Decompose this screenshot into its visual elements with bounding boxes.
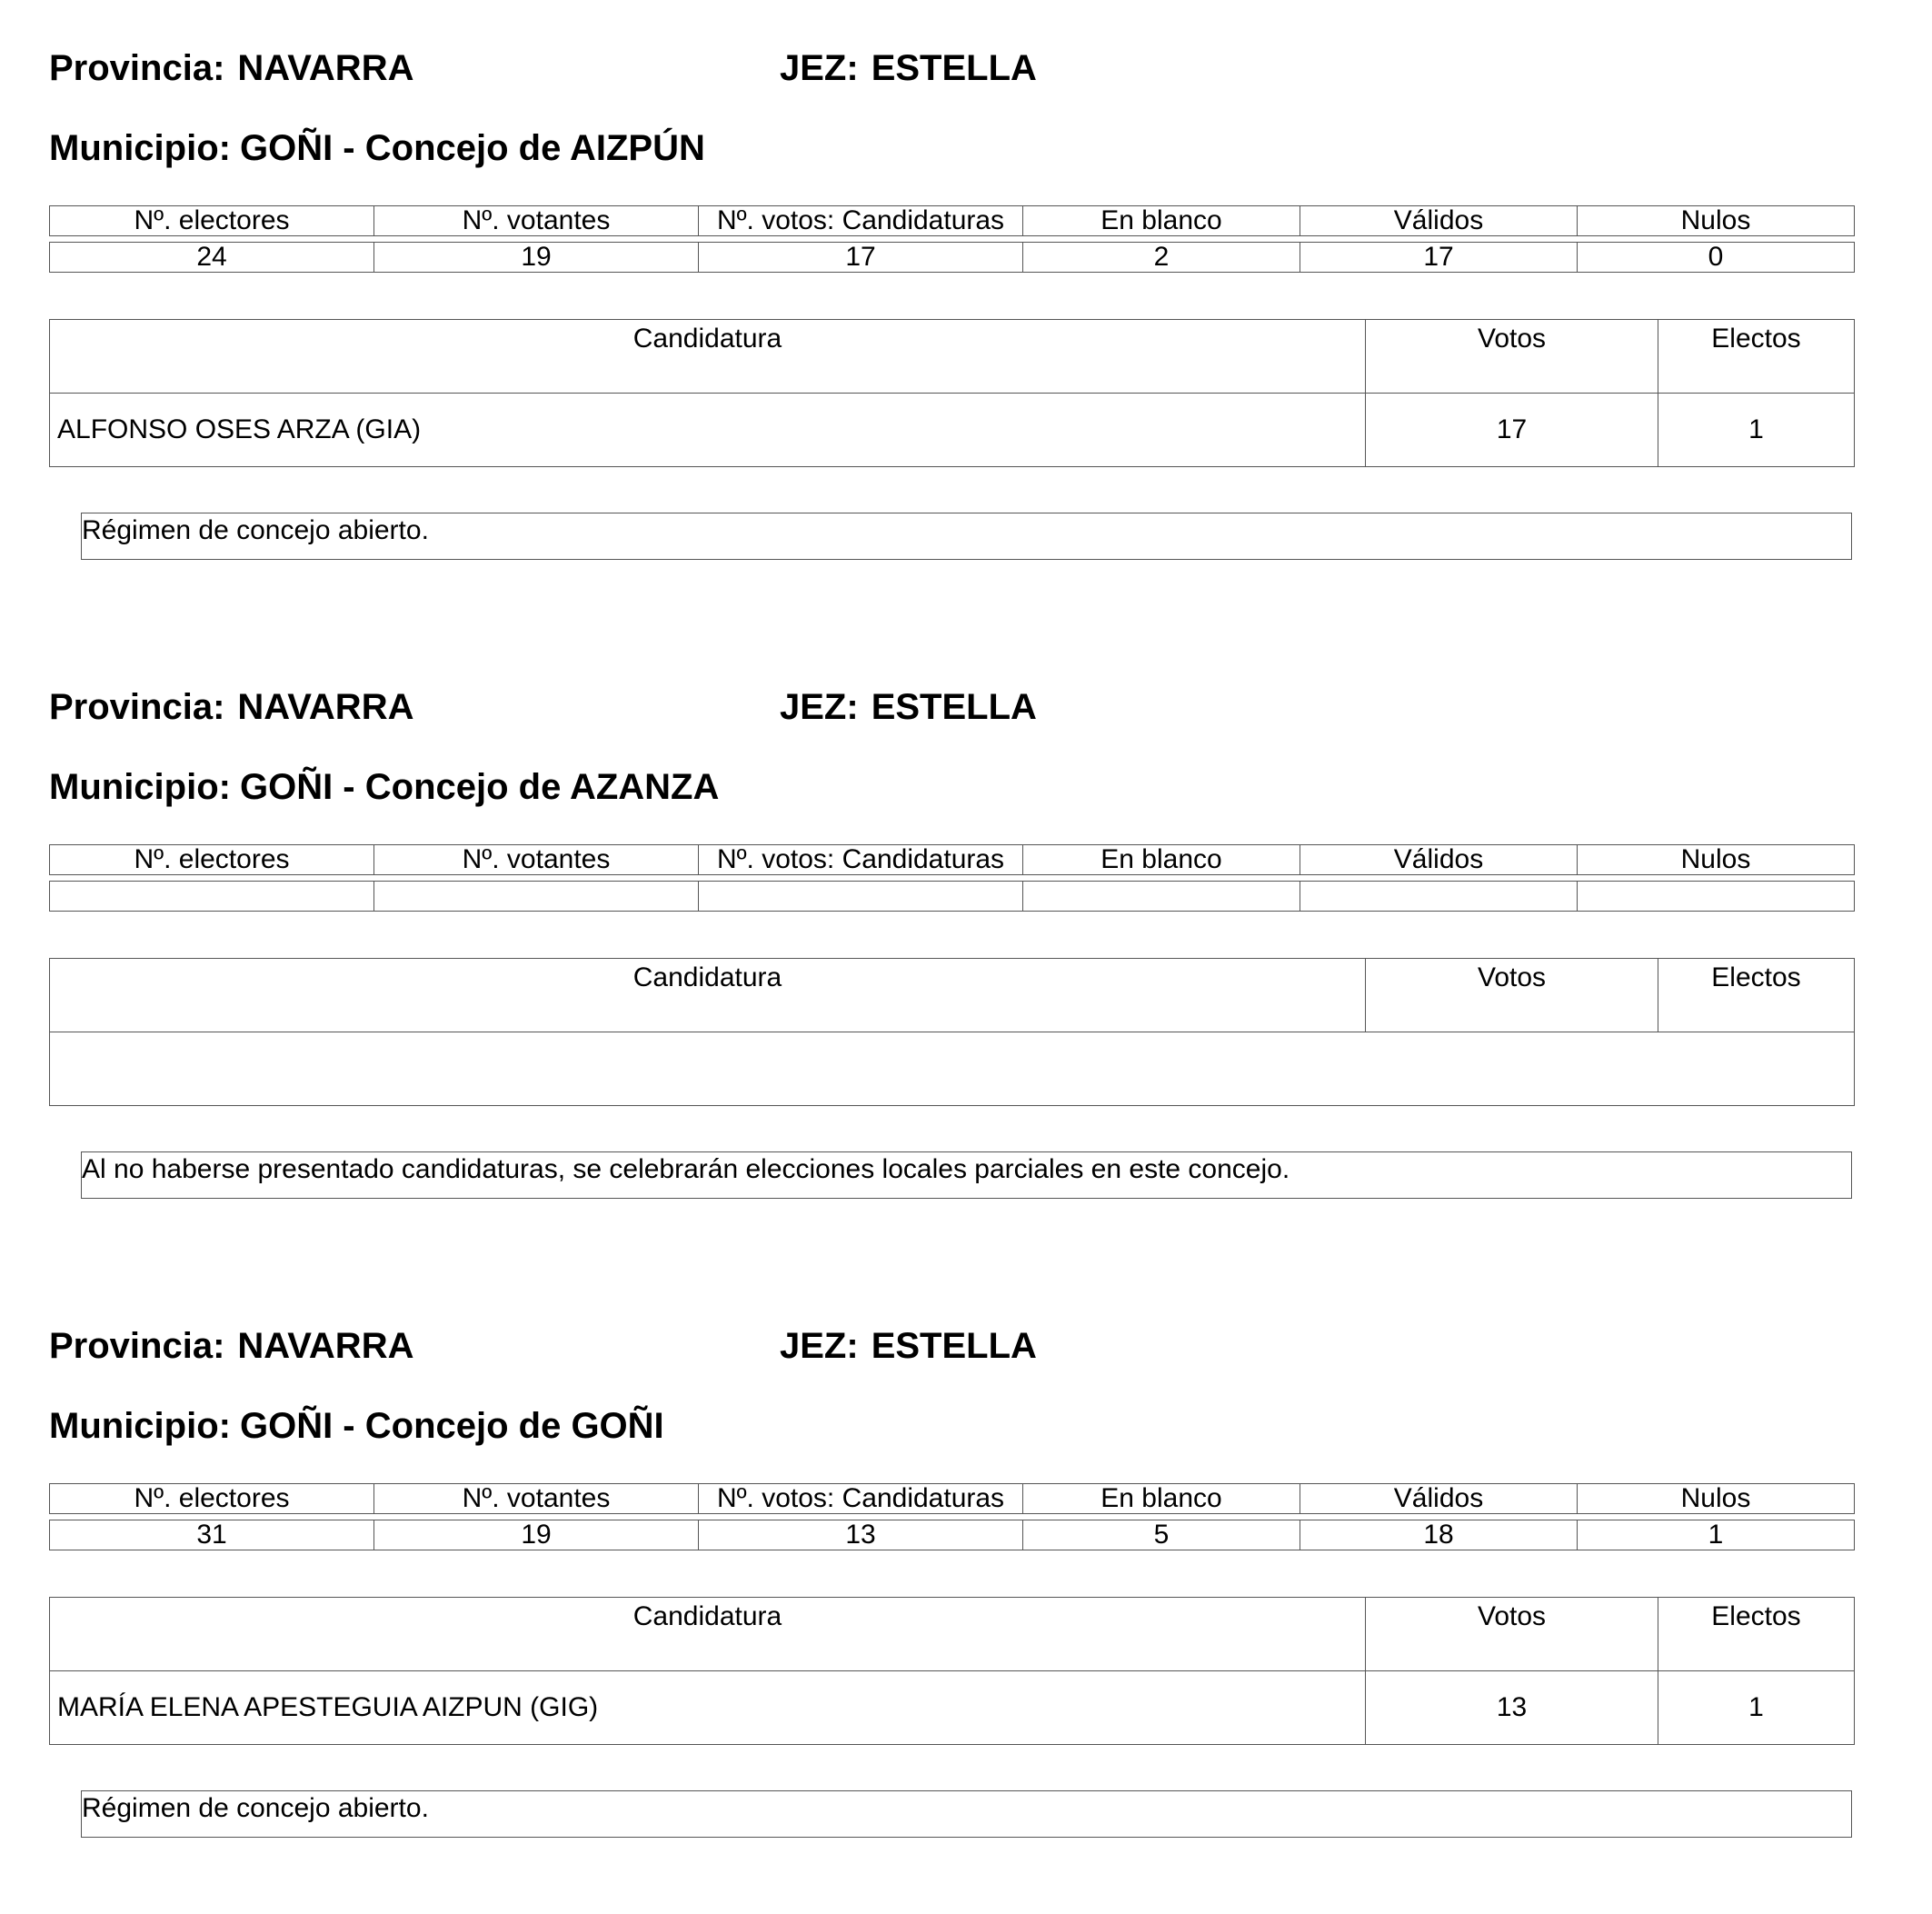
municipio-value: GOÑI - Concejo de AIZPÚN <box>239 128 705 168</box>
candidatura-header-row <box>50 1598 1855 1671</box>
concejo-block <box>0 1278 1932 1914</box>
provincia-heading: Provincia: NAVARRA <box>49 1326 414 1366</box>
jez-value: ESTELLA <box>871 48 1037 88</box>
stats-header-votantes: Nº. votantes <box>374 845 699 875</box>
candidatura-table <box>49 958 1855 1106</box>
electos-header: Electos <box>1658 959 1855 1032</box>
candidatura-table <box>49 1597 1855 1745</box>
electos-header: Electos <box>1658 320 1855 394</box>
municipio-value: GOÑI - Concejo de GOÑI <box>239 1406 664 1446</box>
stats-value-votantes: 19 <box>374 1520 699 1550</box>
stats-value-row <box>50 882 1855 912</box>
municipio-heading: Municipio: GOÑI - Concejo de GOÑI <box>49 1406 664 1446</box>
candidatura-name: ALFONSO OSES ARZA (GIA) <box>50 394 1366 467</box>
stats-header-row <box>50 845 1855 875</box>
stats-value-row <box>50 1520 1855 1550</box>
stats-header-votos-candidaturas: Nº. votos: Candidaturas <box>699 1484 1023 1514</box>
concejo-block <box>0 0 1932 636</box>
stats-value-row <box>50 243 1855 273</box>
stats-value-votos-candidaturas: 13 <box>699 1520 1023 1550</box>
candidatura-row <box>50 1032 1855 1106</box>
stats-value-votantes <box>374 882 699 912</box>
stats-header-nulos: Nulos <box>1578 206 1855 236</box>
candidatura-header-row <box>50 959 1855 1032</box>
stats-header-row <box>50 1484 1855 1514</box>
jez-value: ESTELLA <box>871 1326 1037 1366</box>
stats-value-votantes: 19 <box>374 243 699 273</box>
concejo-block <box>0 639 1932 1275</box>
jez-value: ESTELLA <box>871 687 1037 727</box>
stats-header-electores: Nº. electores <box>50 845 374 875</box>
candidatura-row <box>50 394 1855 467</box>
municipio-heading: Municipio: GOÑI - Concejo de AIZPÚN <box>49 128 705 168</box>
provincia-heading: Provincia: NAVARRA <box>49 48 414 88</box>
stats-header-en-blanco: En blanco <box>1023 206 1300 236</box>
stats-header-validos: Válidos <box>1300 845 1578 875</box>
stats-value-electores <box>50 882 374 912</box>
votos-header: Votos <box>1366 959 1658 1032</box>
provincia-value: NAVARRA <box>237 687 414 727</box>
stats-table <box>49 205 1855 273</box>
stats-value-electores: 31 <box>50 1520 374 1550</box>
stats-header-nulos: Nulos <box>1578 845 1855 875</box>
stats-header-en-blanco: En blanco <box>1023 845 1300 875</box>
stats-value-nulos: 1 <box>1578 1520 1855 1550</box>
jez-heading: JEZ: ESTELLA <box>780 48 1037 88</box>
stats-header-en-blanco: En blanco <box>1023 1484 1300 1514</box>
stats-header-votos-candidaturas: Nº. votos: Candidaturas <box>699 845 1023 875</box>
stats-header-votantes: Nº. votantes <box>374 1484 699 1514</box>
stats-value-en-blanco: 5 <box>1023 1520 1300 1550</box>
stats-value-validos <box>1300 882 1578 912</box>
candidatura-table <box>49 319 1855 467</box>
stats-value-electores: 24 <box>50 243 374 273</box>
candidatura-electos: 1 <box>1658 394 1855 467</box>
municipio-heading: Municipio: GOÑI - Concejo de AZANZA <box>49 767 720 807</box>
candidatura-electos: 1 <box>1658 1671 1855 1745</box>
votos-header: Votos <box>1366 1598 1658 1671</box>
stats-value-nulos <box>1578 882 1855 912</box>
stats-value-validos: 17 <box>1300 243 1578 273</box>
stats-value-en-blanco <box>1023 882 1300 912</box>
candidatura-header: Candidatura <box>50 959 1366 1032</box>
stats-table <box>49 844 1855 912</box>
stats-header-electores: Nº. electores <box>50 1484 374 1514</box>
jez-heading: JEZ: ESTELLA <box>780 1326 1037 1366</box>
stats-header-row <box>50 206 1855 236</box>
stats-value-votos-candidaturas: 17 <box>699 243 1023 273</box>
votos-header: Votos <box>1366 320 1658 394</box>
candidatura-header-row <box>50 320 1855 394</box>
stats-header-validos: Válidos <box>1300 206 1578 236</box>
stats-value-validos: 18 <box>1300 1520 1578 1550</box>
stats-value-nulos: 0 <box>1578 243 1855 273</box>
stats-table <box>49 1483 1855 1550</box>
stats-header-validos: Válidos <box>1300 1484 1578 1514</box>
municipio-value: GOÑI - Concejo de AZANZA <box>239 767 720 807</box>
concejo-note: Régimen de concejo abierto. <box>81 513 1852 560</box>
candidatura-header: Candidatura <box>50 320 1366 394</box>
stats-header-votos-candidaturas: Nº. votos: Candidaturas <box>699 206 1023 236</box>
candidatura-votos: 13 <box>1366 1671 1658 1745</box>
provincia-value: NAVARRA <box>237 1326 414 1366</box>
candidatura-header: Candidatura <box>50 1598 1366 1671</box>
stats-header-votantes: Nº. votantes <box>374 206 699 236</box>
jez-heading: JEZ: ESTELLA <box>780 687 1037 727</box>
electos-header: Electos <box>1658 1598 1855 1671</box>
candidatura-name <box>50 1032 1855 1106</box>
stats-value-votos-candidaturas <box>699 882 1023 912</box>
concejo-note: Al no haberse presentado candidaturas, se celebrarán elecciones locales parciales en este concejo. <box>81 1151 1852 1199</box>
candidatura-row <box>50 1671 1855 1745</box>
stats-header-electores: Nº. electores <box>50 206 374 236</box>
candidatura-name: MARÍA ELENA APESTEGUIA AIZPUN (GIG) <box>50 1671 1366 1745</box>
candidatura-votos: 17 <box>1366 394 1658 467</box>
provincia-heading: Provincia: NAVARRA <box>49 687 414 727</box>
provincia-value: NAVARRA <box>237 48 414 88</box>
concejo-note: Régimen de concejo abierto. <box>81 1790 1852 1838</box>
stats-header-nulos: Nulos <box>1578 1484 1855 1514</box>
stats-value-en-blanco: 2 <box>1023 243 1300 273</box>
